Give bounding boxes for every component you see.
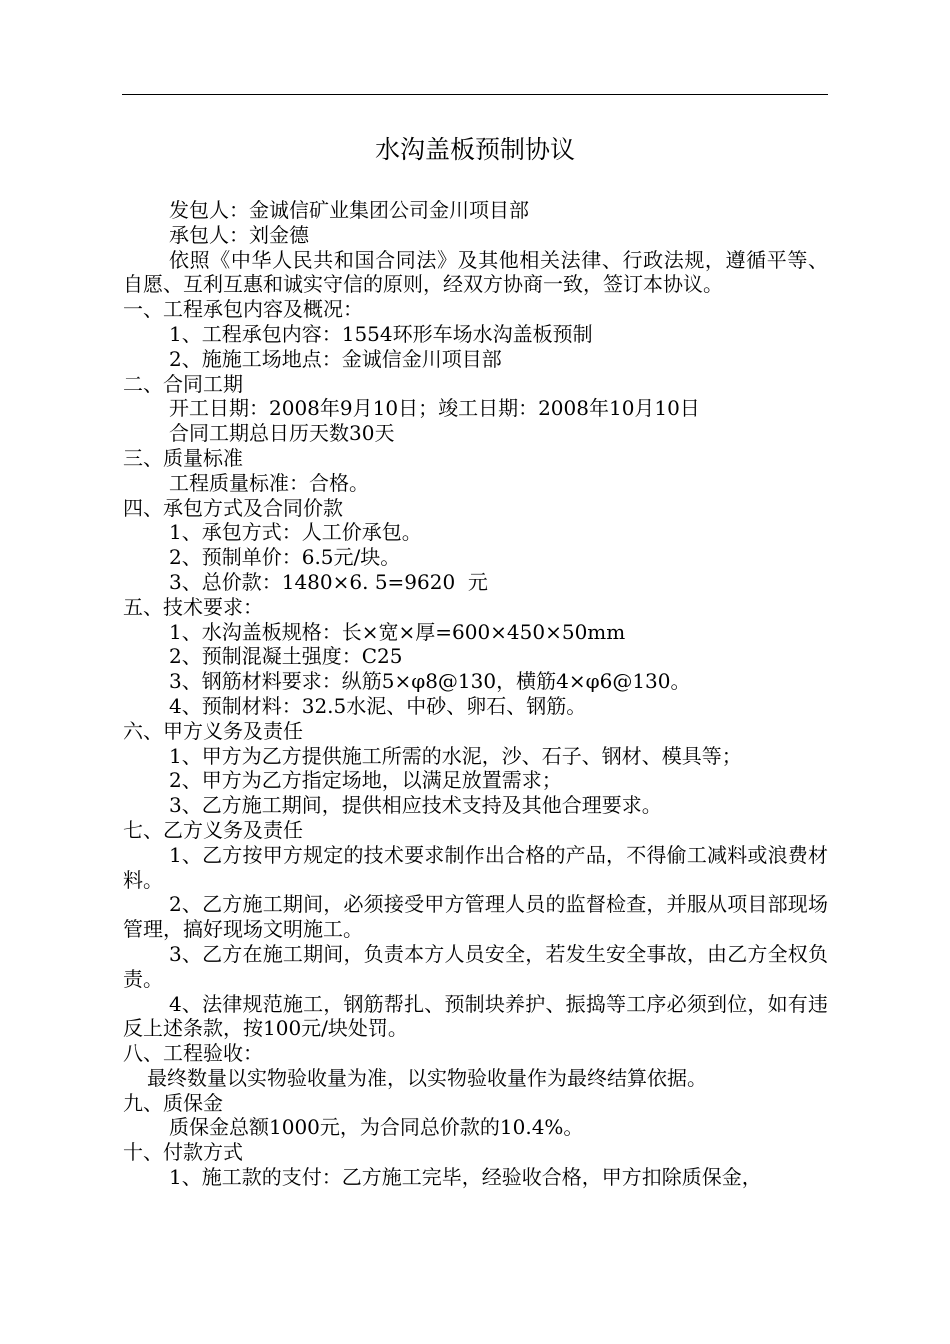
section-7-item-2: 2、乙方施工期间，必须接受甲方管理人员的监督检查，并服从项目部现场管理，搞好现场文明施工。	[123, 892, 828, 942]
section-5-item-4: 4、预制材料：32.5水泥、中砂、卵石、钢筋。	[169, 693, 587, 718]
section-4-heading: 四、承包方式及合同价款	[123, 495, 343, 520]
section-8-item-1: 最终数量以实物验收量为准，以实物验收量作为最终结算依据。	[147, 1065, 707, 1090]
section-2-heading: 二、合同工期	[123, 371, 243, 396]
section-6-item-1: 1、甲方为乙方提供施工所需的水泥，沙、石子、钢材、模具等；	[169, 743, 742, 768]
section-5-heading: 五、技术要求：	[123, 594, 263, 619]
section-3-item-1: 工程质量标准：合格。	[169, 470, 369, 495]
section-1-item-2: 2、施施工场地点：金诚信金川项目部	[169, 346, 502, 371]
header-rule	[122, 94, 828, 95]
document-body	[123, 198, 828, 1190]
section-5-item-1: 1、水沟盖板规格：长×宽×厚=600×450×50mm	[169, 619, 626, 644]
document-title: 水沟盖板预制协议	[374, 135, 575, 164]
section-7-item-1: 1、乙方按甲方规定的技术要求制作出合格的产品，不得偷工减料或浪费材料。	[123, 842, 828, 892]
preamble-paragraph: 依照《中华人民共和国合同法》及其他相关法律、行政法规，遵循平等、自愿、互利互惠和诚实守信的原则，经双方协商一致，签订本协议。	[123, 247, 828, 297]
employer-line: 发包人：金诚信矿业集团公司金川项目部	[169, 198, 529, 222]
section-1-item-1: 1、工程承包内容：1554环形车场水沟盖板预制	[169, 321, 593, 346]
section-2-item-2: 合同工期总日历天数30天	[169, 421, 395, 446]
section-4-item-2: 2、预制单价：6.5元/块。	[169, 545, 401, 570]
section-6-item-3: 3、乙方施工期间，提供相应技术支持及其他合理要求。	[169, 793, 662, 818]
section-7-item-3: 3、乙方在施工期间，负责本方人员安全，若发生安全事故，由乙方全权负责。	[123, 941, 828, 991]
section-7-item-4: 4、法律规范施工，钢筋帮扎、预制块养护、振捣等工序必须到位，如有违反上述条款，按100元/块处罚。	[123, 991, 828, 1041]
contractor-line: 承包人：刘金德	[169, 222, 309, 247]
section-9-heading: 九、质保金	[123, 1090, 223, 1115]
section-5-item-3: 3、钢筋材料要求：纵筋5×φ8@130，横筋4×φ6@130。	[169, 669, 691, 694]
section-2-item-1: 开工日期：2008年9月10日；竣工日期：2008年10月10日	[169, 396, 700, 421]
section-1-heading: 一、工程承包内容及概况：	[123, 297, 363, 322]
section-10-heading: 十、付款方式	[123, 1140, 243, 1165]
section-6-heading: 六、甲方义务及责任	[123, 718, 303, 743]
section-6-item-2: 2、甲方为乙方指定场地，以满足放置需求；	[169, 768, 562, 793]
section-9-item-1: 质保金总额1000元，为合同总价款的10.4%。	[169, 1115, 584, 1140]
section-7-heading: 七、乙方义务及责任	[123, 817, 303, 842]
section-4-item-3: 3、总价款：1480×6. 5=9620 元	[169, 569, 488, 594]
section-4-item-1: 1、承包方式：人工价承包。	[169, 520, 422, 545]
section-10-item-1: 1、施工款的支付：乙方施工完毕，经验收合格，甲方扣除质保金，	[169, 1165, 762, 1190]
section-3-heading: 三、质量标准	[123, 445, 243, 470]
section-8-heading: 八、工程验收：	[123, 1041, 263, 1066]
section-5-item-2: 2、预制混凝土强度：C25	[169, 644, 403, 669]
